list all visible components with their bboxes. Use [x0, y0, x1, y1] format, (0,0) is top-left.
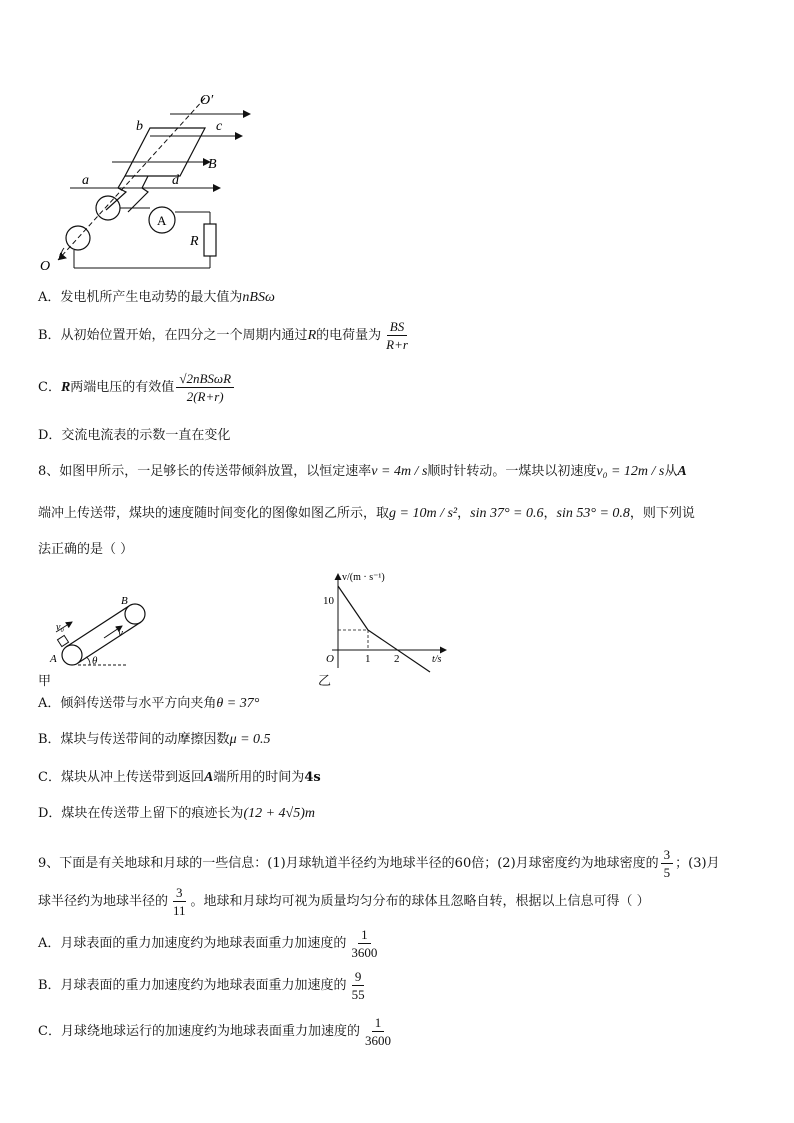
q9-a-fraction: $\frac{1}{3600}$ [351, 927, 378, 960]
q7-option-d: D．交流电流表的示数一直在变化 [38, 428, 231, 443]
q9-b-fraction: $\frac{9}{55}$ [351, 969, 365, 1002]
q9-stem-line1: 9、下面是有关地球和月球的一些信息：(1)月球轨道半径约为地球半径的60倍；(2)月球密度约为地球密度的 $\frac{3}{5}$ ；(3)月 [38, 847, 720, 880]
q8-stem-line2: 端冲上传送带，煤块的速度随时间变化的图像如图乙所示，取g = 10m / s²，sin 37° = 0.6，sin 53° = 0.8，则下列说 [38, 506, 695, 521]
yi-x1: 1 [365, 653, 371, 665]
yi-ylabel: v/(m · s⁻¹) [342, 572, 385, 583]
conveyor-figure [38, 592, 168, 672]
jia-label-v0: v₀ [56, 622, 64, 633]
q7-option-b: B．从初始位置开始，在四分之一个周期内通过R的电荷量为 $\frac{BS}{R+r}$ [38, 318, 413, 353]
q9-option-c: C．月球绕地球运行的加速度约为地球表面重力加速度的 $\frac{1}{3600}$ [38, 1014, 396, 1049]
label-d: d [172, 173, 179, 188]
yi-x2: 2 [394, 653, 400, 665]
q8-option-b: B．煤块与传送带间的动摩擦因数μ = 0.5 [38, 732, 271, 747]
yi-origin: O [326, 653, 334, 665]
yi-y10: 10 [323, 595, 334, 607]
q8-option-a: A．倾斜传送带与水平方向夹角θ = 37° [38, 696, 260, 711]
label-c: c [216, 119, 223, 134]
jia-label-B: B [121, 595, 128, 607]
label-ammeter-A: A [157, 213, 167, 228]
jia-label-A: A [50, 653, 57, 665]
label-O: O [40, 259, 51, 274]
q7-option-c: C．R两端电压的有效值 $\frac{\text{√2nBSωR}}{2(R+r)}$ [38, 370, 236, 405]
jia-label-v: v [118, 627, 123, 639]
q7-b-fraction: $\frac{BS}{R+r}$ [386, 319, 408, 352]
q7-option-a: A．发电机所产生电动势的最大值为nBSω [38, 290, 275, 305]
label-a: a [82, 173, 89, 188]
generator-figure [30, 88, 260, 278]
vt-graph [318, 568, 458, 678]
q8-option-d: D．煤块在传送带上留下的痕迹长为(12 + 4√5)m [38, 806, 316, 821]
q9-c-fraction: $\frac{1}{3600}$ [364, 1015, 391, 1048]
q9-frac-3-11: $\frac{3}{11}$ [173, 885, 186, 918]
q8-stem-line1: 8、如图甲所示，一足够长的传送带倾斜放置，以恒定速率v = 4m / s顺时针转动。一煤块以初速度v₀ = 12m / s从A [38, 464, 687, 479]
q9-option-a: A．月球表面的重力加速度约为地球表面重力加速度的 $\frac{1}{3600}$ [38, 926, 382, 961]
q9-option-b: B．月球表面的重力加速度约为地球表面重力加速度的 $\frac{9}{55}$ [38, 968, 370, 1003]
fig-jia-caption: 甲 [38, 674, 52, 689]
label-R: R [190, 234, 199, 249]
q9-stem-line2: 球半径约为地球半径的 $\frac{3}{11}$ 。地球和月球均可视为质量均匀分布的球体且忽略自转，根据以上信息可得（ ） [38, 885, 650, 918]
q7-a-expr: nBSω [242, 290, 275, 305]
label-b: b [136, 119, 143, 134]
q7-c-fraction: $\frac{\text{√2nBSωR}}{2(R+r)}$ [176, 370, 234, 405]
yi-xlabel: t/s [432, 654, 442, 665]
q9-frac-3-5: $\frac{3}{5}$ [661, 846, 674, 881]
q8-stem-line3: 法正确的是（ ） [38, 542, 134, 557]
fig-yi-caption: 乙 [318, 674, 332, 689]
q8-option-c: C．煤块从冲上传送带到返回A端所用的时间为4s [38, 770, 321, 785]
label-O-prime: O′ [200, 93, 214, 108]
jia-label-theta: θ [92, 655, 98, 667]
label-B: B [208, 157, 217, 172]
